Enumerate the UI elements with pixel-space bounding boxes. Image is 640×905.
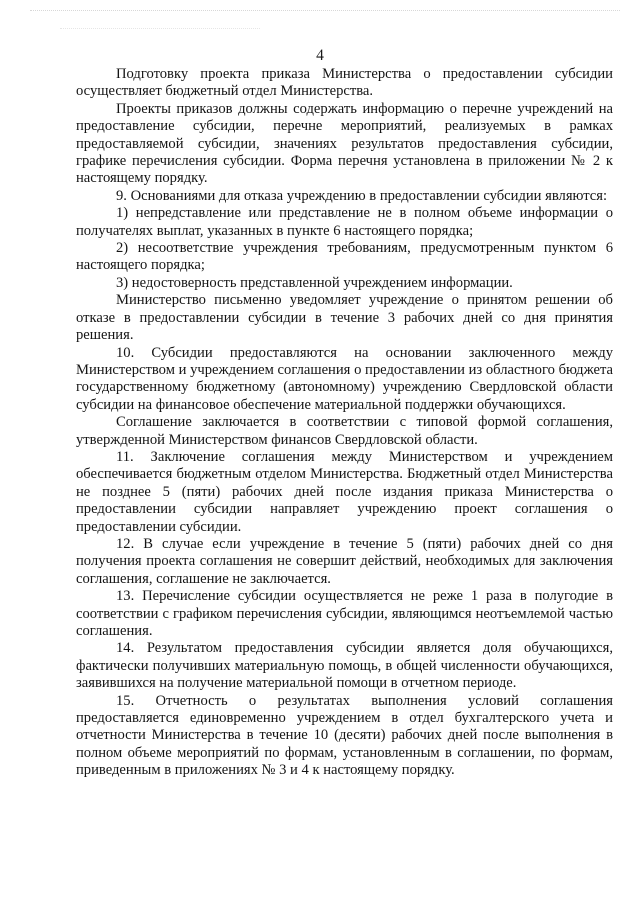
page-number: 4 (316, 47, 324, 64)
document-body (76, 66, 613, 780)
scan-noise-line-2 (60, 28, 260, 31)
paragraph-clause-13: 13. Перечисление субсидии осуществляется не реже 1 раза в полугодие в соответствии с графиком перечисления субсидии, являющимся неотъемлемой частью соглашения. (76, 588, 613, 639)
paragraph-clause-15: 15. Отчетность о результатах выполнения условий соглашения предоставляется единовременно учреждением в отдел бухгалтерского учета и отчетности Министерства в течение 10 (десяти) рабочих дней после выполнения в полном объеме мероприятий по формам, установленным в соглашении, по формам, приведенным в приложениях № 3 и 4 к настоящему порядку. (76, 692, 613, 779)
paragraph-clause-9-item-2: 2) несоответствие учреждения требованиям, предусмотренным пунктом 6 настоящего порядка; (76, 240, 613, 274)
paragraph-clause-9-item-1: 1) непредставление или представление не в полном объеме информации о получателях выплат, указанных в пункте 6 настоящего порядка; (76, 205, 613, 239)
paragraph-clause-9: 9. Основаниями для отказа учреждению в предоставлении субсидии являются: (116, 187, 608, 204)
paragraph-clause-14: 14. Результатом предоставления субсидии является доля обучающихся, фактически получивших материальную помощь, в общей численности обучающихся, заявившихся на получение материальной помощи в отчетном периоде. (76, 640, 613, 692)
paragraph-agreement-form: Соглашение заключается в соответствии с типовой формой соглашения, утвержденной Министерством финансов Свердловской области. (76, 414, 613, 448)
paragraph-order-preparation: Подготовку проекта приказа Министерства о предоставлении субсидии осуществляет бюджетный отдел Министерства. (76, 66, 613, 100)
paragraph-clause-12: 12. В случае если учреждение в течение 5 (пяти) рабочих дней со дня получения проекта соглашения не совершит действий, необходимых для заключения соглашения, соглашение не заключается. (76, 535, 613, 587)
paragraph-clause-11: 11. Заключение соглашения между Министерством и учреждением обеспечивается бюджетным отделом Министерства. Бюджетный отдел Министерства не позднее 5 (пяти) рабочих дней после издания приказа Министерства о предоставлении субсидии направляет учреждению проект соглашения о предоставлении субсидии. (76, 448, 613, 535)
paragraph-clause-10: 10. Субсидии предоставляются на основании заключенного между Министерством и учреждением соглашения о предоставлении из областного бюджета государственному бюджетному (автономному) учреждению Свердловской области субсидии на финансовое обеспечение материальной поддержки обучающихся. (76, 344, 613, 413)
scan-noise-line (30, 10, 620, 15)
paragraph-clause-9-item-3: 3) недостоверность представленной учреждением информации. (116, 274, 513, 291)
paragraph-order-contents: Проекты приказов должны содержать информацию о перечне учреждений на предоставление субсидии, перечне мероприятий, реализуемых в рамках предоставляемой субсидии, значениях результатов предоставления субсидии, графике перечисления субсидии. Форма перечня установлена в приложении № 2 к настоящему порядку. (76, 100, 613, 187)
paragraph-refusal-notice: Министерство письменно уведомляет учреждение о принятом решении об отказе в предоставлении субсидии в течение 3 рабочих дней со дня принятия решения. (76, 292, 613, 344)
